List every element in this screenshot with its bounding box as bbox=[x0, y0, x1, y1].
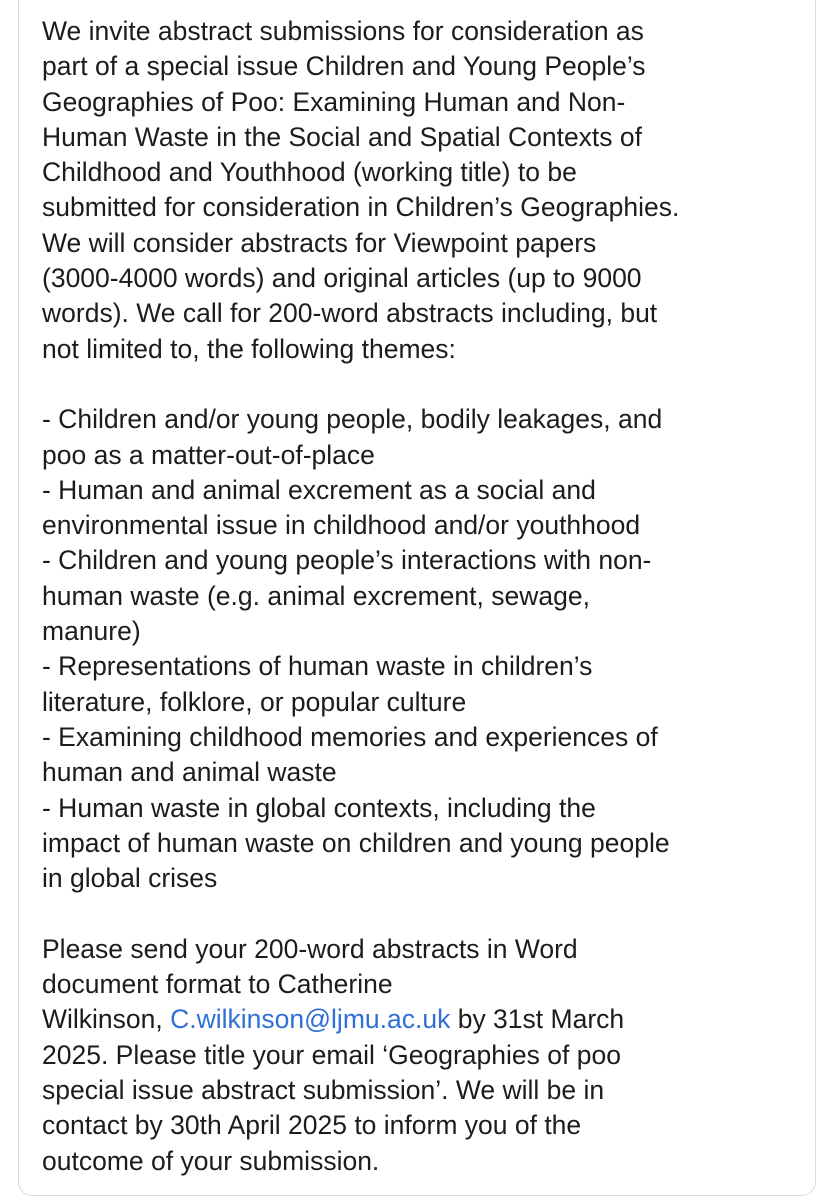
theme-line: - Children and young people’s interactions with non- bbox=[42, 545, 652, 576]
paragraph-spacer bbox=[42, 896, 812, 931]
text-line: Please send your 200-word abstracts in Word bbox=[42, 933, 578, 964]
text-segment: Wilkinson, bbox=[42, 1004, 171, 1035]
theme-line: - Examining childhood memories and experiences of bbox=[42, 721, 658, 752]
post-body bbox=[42, 14, 812, 1179]
text-line: words). We call for 200-word abstracts including, but bbox=[42, 298, 658, 329]
text-segment: by 31st March bbox=[450, 1004, 625, 1035]
text-line: special issue abstract submission’. We will be in bbox=[42, 1074, 605, 1105]
intro-paragraph bbox=[42, 14, 812, 367]
text-line: Human Waste in the Social and Spatial Contexts of bbox=[42, 121, 643, 152]
text-line: Geographies of Poo: Examining Human and Non- bbox=[42, 86, 626, 117]
text-line: We invite abstract submissions for consideration as bbox=[42, 16, 644, 46]
closing-paragraph bbox=[42, 932, 812, 1179]
theme-line: - Children and/or young people, bodily leakages, and bbox=[42, 404, 663, 435]
text-line: We will consider abstracts for Viewpoint papers bbox=[42, 227, 597, 258]
text-line: document format to Catherine bbox=[42, 969, 393, 1000]
text-line: (3000-4000 words) and original articles (up to 9000 bbox=[42, 263, 642, 294]
text-line: 2025. Please title your email ‘Geographies of poo bbox=[42, 1039, 621, 1070]
text-line: outcome of your submission. bbox=[42, 1145, 380, 1176]
text-line: Childhood and Youthhood (working title) to be bbox=[42, 157, 577, 188]
theme-line: environmental issue in childhood and/or youthhood bbox=[42, 510, 641, 541]
text-line: not limited to, the following themes: bbox=[42, 333, 456, 364]
email-link[interactable]: C.wilkinson@ljmu.ac.uk bbox=[170, 1004, 451, 1035]
theme-line: impact of human waste on children and young people bbox=[42, 827, 670, 858]
theme-line: - Human waste in global contexts, including the bbox=[42, 792, 596, 823]
theme-line: in global crises bbox=[42, 863, 218, 894]
theme-line: literature, folklore, or popular culture bbox=[42, 686, 467, 717]
themes-list bbox=[42, 402, 812, 896]
theme-line: poo as a matter-out-of-place bbox=[42, 439, 375, 470]
text-line-with-email bbox=[42, 1002, 812, 1037]
text-line: part of a special issue Children and Young People’s bbox=[42, 51, 646, 82]
theme-line: human and animal waste bbox=[42, 757, 337, 788]
theme-line: - Representations of human waste in children’s bbox=[42, 651, 593, 682]
theme-line: manure) bbox=[42, 616, 141, 647]
paragraph-spacer bbox=[42, 367, 812, 402]
theme-line: human waste (e.g. animal excrement, sewage, bbox=[42, 580, 590, 611]
theme-line: - Human and animal excrement as a social and bbox=[42, 474, 596, 505]
text-line: submitted for consideration in Children’s Geographies. bbox=[42, 192, 680, 223]
text-line: contact by 30th April 2025 to inform you of the bbox=[42, 1110, 582, 1141]
